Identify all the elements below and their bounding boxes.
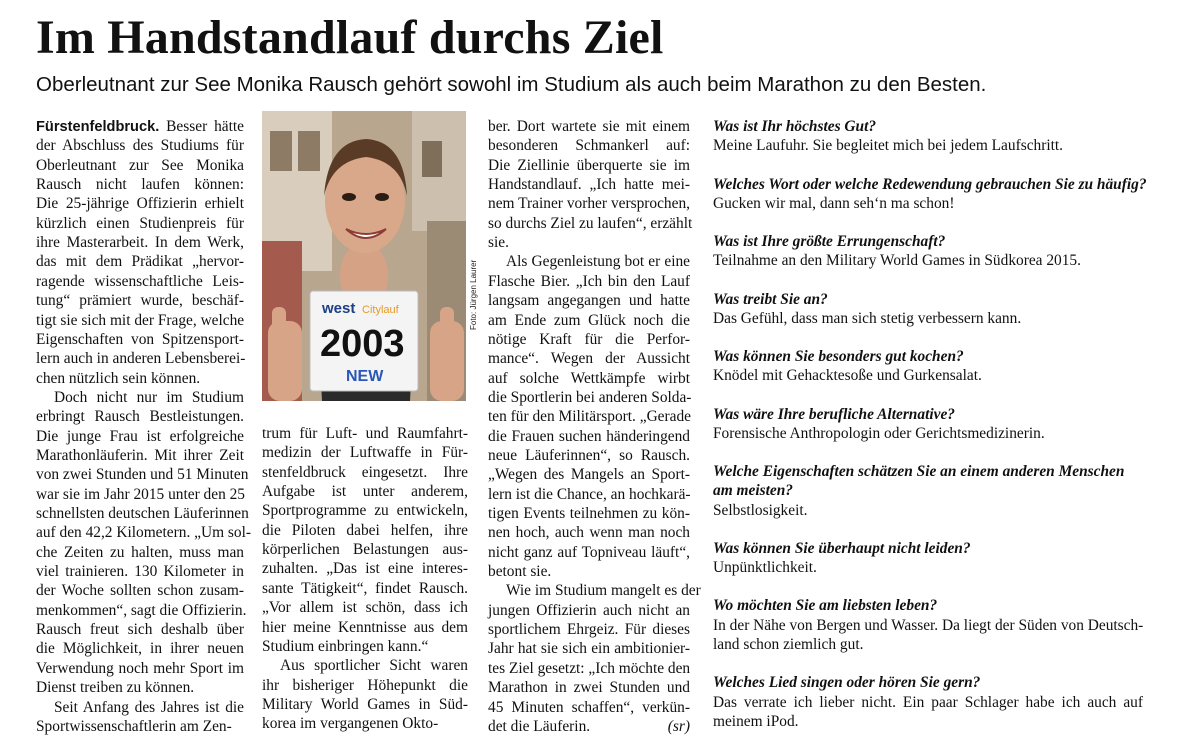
article-text-line: Sportprogramme zu entwickeln, bbox=[262, 502, 468, 520]
article-text-line: tung“ prämiert wurde, beschäf- bbox=[36, 292, 244, 310]
interview-answer: Knödel mit Gehacktesoße und Gurkensalat. bbox=[713, 367, 982, 385]
bib-brand-2: Citylauf bbox=[362, 304, 399, 316]
interview-question: Wo möchten Sie am liebsten leben? bbox=[713, 597, 938, 615]
article-text-line: Sportwissenschaftlerin am Zen- bbox=[36, 717, 232, 735]
article-text-line: der Abschluss des Studiums für bbox=[36, 137, 244, 155]
interview-answer: Das Gefühl, dass man sich stetig verbessern kann. bbox=[713, 309, 1022, 327]
article-text-line: che Zeiten zu halten, muss man bbox=[36, 543, 244, 561]
interview-answer: Teilnahme an den Military World Games in Südkorea 2015. bbox=[713, 252, 1081, 270]
interview-question: Was wäre Ihre berufliche Alternative? bbox=[713, 405, 955, 423]
article-text-line: det die Läuferin. bbox=[488, 717, 591, 735]
article-text-line: Studium einbringen kann.“ bbox=[262, 637, 429, 655]
article-text-line: Military World Games in Süd- bbox=[262, 695, 468, 713]
article-text-line: menkommen“, sagt die Offizierin. bbox=[36, 601, 247, 619]
article-text-line: Als Gegenleistung bot er eine bbox=[506, 253, 690, 271]
article-text-line: nem Trainer vorher versprochen, bbox=[488, 195, 690, 213]
article-text-line: tigen Events teilnehmen zu kön- bbox=[488, 505, 690, 522]
photo-credit: Foto: Jürgen Laurer bbox=[469, 259, 478, 330]
article-text-line: sportlichem Ehrgeiz. Für dieses bbox=[488, 621, 690, 639]
article-text-line: besonderen Schmankerl auf: bbox=[488, 137, 690, 155]
article-text-line: ten für den Militärsport. „Gerade bbox=[488, 408, 691, 426]
article-text-line: lern ist die Chance, an hochkarä- bbox=[488, 485, 691, 503]
article-text-line: Aus sportlicher Sicht waren bbox=[280, 657, 468, 675]
article-text-line: der Woche sollten schon zusam- bbox=[36, 582, 244, 600]
article-text-line: Marathonläuferin. Mit ihrer Zeit bbox=[36, 446, 244, 464]
article-text-line: Flasche Bier. „Ich bin den Lauf bbox=[488, 272, 690, 290]
article-text-line: Eigenschaften von Spitzensport- bbox=[36, 330, 244, 348]
article-text-line: so durchs Ziel zu laufen“, erzählt bbox=[488, 214, 693, 232]
article-text-line: nicht ganz auf Topniveau läuft“, bbox=[488, 543, 690, 561]
article-text-line: chen nützlich sein können. bbox=[36, 369, 201, 387]
article-text-line: körperlichen Belastungen aus- bbox=[262, 541, 468, 559]
interview-question: Welches Wort oder welche Redewendung gebrauchen Sie zu häufig? bbox=[713, 175, 1147, 193]
article-text-line: auf solche Wettkämpfe wirbt bbox=[488, 369, 690, 387]
article-text-line: lern auch in anderen Lebensberei- bbox=[36, 350, 246, 368]
article-text-line: Rausch nicht laufen können: bbox=[36, 176, 244, 194]
article-signature: (sr) bbox=[667, 717, 690, 735]
article-text-line: Rausch freut sich deshalb über bbox=[36, 621, 244, 639]
article-text-line: kürzlich einen Studienpreis für bbox=[36, 214, 244, 232]
article-text-line: ihre Masterarbeit. In dem Werk, bbox=[36, 234, 244, 252]
bib-brand: west bbox=[322, 300, 356, 317]
article-text-line: ber. Dort wartete sie mit einem bbox=[488, 118, 690, 135]
article-text-line: die Frauen suchen händeringend bbox=[488, 427, 690, 445]
interview-answer: Das verrate ich lieber nicht. Ein paar Schlager habe ich auch auf bbox=[713, 693, 1143, 711]
article-text-line: von zwei Stunden und 51 Minuten bbox=[36, 466, 249, 484]
interview-answer: meinem iPod. bbox=[713, 712, 799, 730]
interview-answer: Meine Laufuhr. Sie begleitet mich bei jedem Laufschritt. bbox=[713, 137, 1064, 155]
article-text-line: Aufgabe ist unter anderem, bbox=[262, 483, 468, 501]
interview-answer: Selbstlosigkeit. bbox=[713, 501, 808, 519]
interview-question: Was treibt Sie an? bbox=[713, 290, 828, 308]
article-text-line: ragende wissenschaftliche Leis- bbox=[36, 272, 244, 290]
interview-answer: Forensische Anthropologin oder Gerichtsmedizinerin. bbox=[713, 424, 1045, 442]
article-text-line: trum für Luft- und Raumfahrt- bbox=[262, 425, 468, 442]
article-text-line: Die Ziellinie überquerte sie im bbox=[488, 156, 690, 174]
article-text-line: betont sie. bbox=[488, 563, 552, 581]
interview-question: Was ist Ihre größte Errungenschaft? bbox=[713, 233, 946, 250]
article-text-line: tes Ziel gesetzt: „Ich möchte den bbox=[488, 659, 691, 677]
article-text-line: schnellsten deutschen Läuferinnen bbox=[36, 505, 249, 522]
article-text-line: stenfeldbruck eingesetzt. Ihre bbox=[262, 463, 468, 481]
article-text-line: korea im vergangenen Okto- bbox=[262, 715, 439, 733]
article-text-line: viel trainieren. 130 Kilometer in bbox=[36, 563, 244, 581]
article-text-line: die Möglichkeit, in ihrer neuen bbox=[36, 640, 244, 658]
interview-question: Welches Lied singen oder hören Sie gern? bbox=[713, 674, 981, 692]
article-text-line: Die junge Frau ist erfolgreiche bbox=[36, 427, 244, 445]
article-text: Besser hätte bbox=[166, 118, 244, 135]
article-subheadline: Oberleutnant zur See Monika Rausch gehört sowohl im Studium als auch beim Marathon zu den Besten. bbox=[36, 73, 987, 96]
article-text-line: sie. bbox=[488, 234, 509, 252]
article-text-line: langsam angegangen und hatte bbox=[488, 292, 690, 310]
interview-answer: Gucken wir mal, dann seh‘n ma schon! bbox=[713, 194, 955, 212]
article-text-line: Dienst treiben zu können. bbox=[36, 679, 195, 697]
article-text-line: auf den 42,2 Kilometern. „Um sol- bbox=[36, 524, 251, 542]
interview-question: Was können Sie überhaupt nicht leiden? bbox=[713, 539, 971, 557]
article-text-line: war sie im Jahr 2015 unter den 25 bbox=[36, 485, 246, 503]
article-text-line: 45 Minuten schaffen“, verkün- bbox=[488, 698, 690, 716]
article-text-line: ihr bisheriger Höhepunkt die bbox=[262, 676, 468, 694]
article-text-line: Doch nicht nur im Studium bbox=[54, 388, 244, 406]
article-text-line: „Vor allem ist schön, dass ich bbox=[262, 599, 468, 617]
interview-answer: Unpünktlichkeit. bbox=[713, 559, 817, 577]
article-text-line: Marathon in zwei Stunden und bbox=[488, 679, 690, 697]
article-text-line: nötige Kraft für die Perfor- bbox=[488, 330, 690, 348]
article-text-line: Handstandlauf. „Ich hatte mei- bbox=[488, 176, 690, 194]
article-text-line bbox=[36, 117, 244, 136]
article-photo bbox=[262, 111, 466, 401]
article-text-line: Oberleutnant zur See Monika bbox=[36, 156, 244, 174]
dateline: Fürstenfeldbruck. bbox=[36, 119, 160, 135]
bib-lower: NEW bbox=[346, 368, 384, 385]
article-text-line: die Piloten dabei helfen, ihre bbox=[262, 521, 468, 539]
article-text-line: tigt sie sich mit der Frage, welche bbox=[36, 311, 245, 329]
article-text-line: jungen Offizierin auch nicht an bbox=[488, 601, 690, 619]
article-text-line: sante Tätigkeit“, findet Rausch. bbox=[262, 579, 468, 597]
interview-question: Welche Eigenschaften schätzen Sie an einem anderen Menschen bbox=[713, 463, 1125, 480]
article-text-line: neue Läuferinnen“, so Rausch. bbox=[488, 446, 690, 464]
article-text-line: am Ende zum Glück noch die bbox=[488, 311, 690, 329]
article-text-line: Die 25-jährige Offizierin erhielt bbox=[36, 195, 244, 213]
article-text-line: hier meine Kenntnisse aus dem bbox=[262, 618, 468, 636]
article-text-line: Jahr hat sie sich ein ambitionier- bbox=[488, 640, 690, 658]
interview-answer: In der Nähe von Bergen und Wasser. Da liegt der Süden von Deutsch- bbox=[713, 616, 1144, 634]
article-text-line: Verwendung noch mehr Sport im bbox=[36, 659, 244, 677]
interview-answer: land schon ziemlich gut. bbox=[713, 636, 864, 654]
article-text-line: erbringt Rausch Bestleistungen. bbox=[36, 408, 244, 426]
article-text-line: Wie im Studium mangelt es der bbox=[506, 582, 701, 600]
article-headline: Im Handstandlauf durchs Ziel bbox=[36, 11, 664, 64]
runner-photo bbox=[262, 111, 466, 401]
article-text-line: das mit dem Prädikat „hervor- bbox=[36, 253, 244, 271]
interview-question: Was können Sie besonders gut kochen? bbox=[713, 348, 964, 365]
article-text-line: zuhalten. „Das ist eine interes- bbox=[262, 560, 468, 578]
article-text-line: mance“. Wegen der Aussicht bbox=[488, 350, 690, 368]
article-text-line: medizin der Luftwaffe in Für- bbox=[262, 444, 468, 462]
bib-number: 2003 bbox=[320, 323, 405, 365]
article-text-line: die Sportlerin bei anderen Solda- bbox=[488, 388, 692, 406]
article-text-line: nen hoch, auch wenn man noch bbox=[488, 524, 690, 542]
article-text-line: „Wegen des Mangels an Sport- bbox=[488, 466, 690, 484]
interview-question: am meisten? bbox=[713, 482, 793, 500]
interview-question: Was ist Ihr höchstes Gut? bbox=[713, 118, 877, 135]
article-text-line: Seit Anfang des Jahres ist die bbox=[54, 698, 244, 716]
